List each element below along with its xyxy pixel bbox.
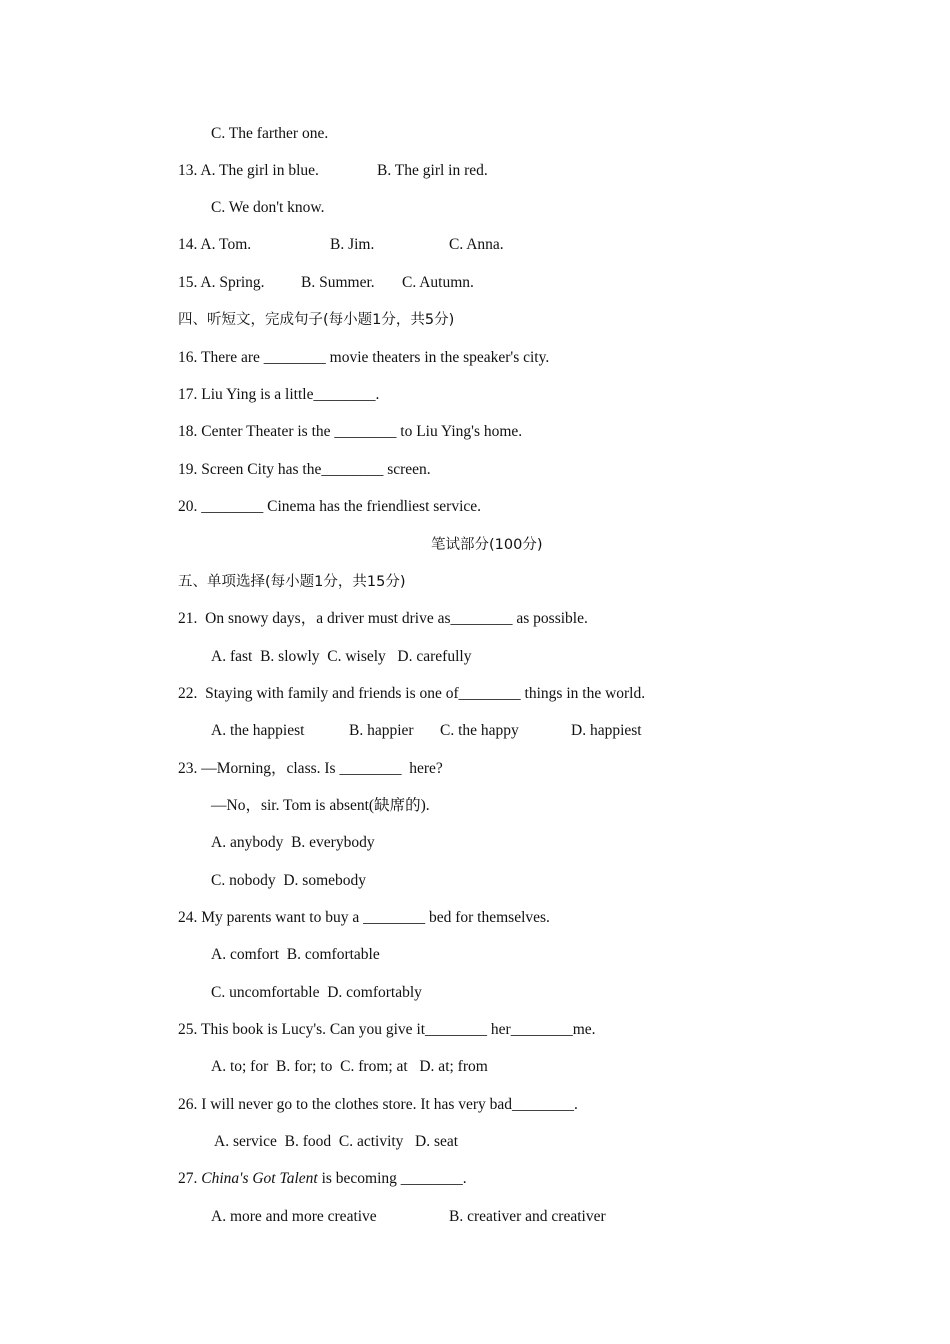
q21-options: A. fast B. slowly C. wisely D. carefully (211, 648, 472, 665)
q13-option-b: B. The girl in red. (377, 162, 488, 179)
q22-option-a: A. the happiest (211, 722, 305, 739)
q23: 23. —Morning，class. Is ________ here? (178, 760, 443, 777)
q23-reply-text: —No，sir. Tom is absent(缺席的). (211, 797, 430, 814)
q25: 25. This book is Lucy's. Can you give it________ her________me. (178, 1021, 596, 1038)
q14-option-b: B. Jim. (330, 236, 375, 253)
q24-options-cd: C. uncomfortable D. comfortably (211, 984, 422, 1001)
q17: 17. Liu Ying is a little________. (178, 386, 380, 403)
section-5-heading: 五、单项选择(每小题1分，共15分) (178, 574, 406, 590)
q14-option-c: C. Anna. (449, 236, 504, 253)
q27 (178, 1169, 467, 1189)
q15-option-a: 15. A. Spring. (178, 274, 265, 291)
q26-options: A. service B. food C. activity D. seat (211, 1133, 459, 1150)
q19: 19. Screen City has the________ screen. (178, 461, 431, 478)
q14-option-a: 14. A. Tom. (178, 236, 252, 253)
q13-option-c: C. We don't know. (211, 199, 325, 216)
written-part-title: 笔试部分(100分) (431, 537, 543, 553)
q27-option-a: A. more and more creative (211, 1208, 377, 1225)
q22-option-d: D. happiest (571, 722, 642, 739)
q12-option-c: C. The farther one. (211, 125, 329, 142)
q18: 18. Center Theater is the ________ to Liu Ying's home. (178, 423, 523, 440)
q15-option-b: B. Summer. (301, 274, 375, 291)
q22-option-c: C. the happy (440, 722, 519, 739)
q16: 16. There are ________ movie theaters in the speaker's city. (178, 349, 550, 366)
q24: 24. My parents want to buy a ________ bed for themselves. (178, 909, 550, 926)
q15-option-c: C. Autumn. (402, 274, 474, 291)
q27-number: 27. (178, 1170, 202, 1187)
q23-options-cd: C. nobody D. somebody (211, 872, 366, 889)
q21: 21. On snowy days，a driver must drive as________ as possible. (178, 610, 588, 627)
section-4-heading: 四、听短文，完成句子(每小题1分，共5分) (178, 312, 455, 328)
q24-options-ab: A. comfort B. comfortable (211, 946, 380, 963)
q27-option-b: B. creativer and creativer (449, 1208, 606, 1225)
q23-reply (211, 796, 430, 816)
q22-option-b: B. happier (349, 722, 414, 739)
q25-options: A. to; for B. for; to C. from; at D. at; from (211, 1058, 488, 1075)
q26: 26. I will never go to the clothes store. It has very bad________. (178, 1096, 578, 1113)
q22: 22. Staying with family and friends is one of________ things in the world. (178, 685, 646, 702)
q20: 20. ________ Cinema has the friendliest service. (178, 498, 482, 515)
q27-show-title: China's Got Talent (201, 1170, 318, 1187)
q23-options-ab: A. anybody B. everybody (211, 834, 375, 851)
q13-option-a: 13. A. The girl in blue. (178, 162, 319, 179)
q27-stem: is becoming ________. (317, 1170, 467, 1187)
